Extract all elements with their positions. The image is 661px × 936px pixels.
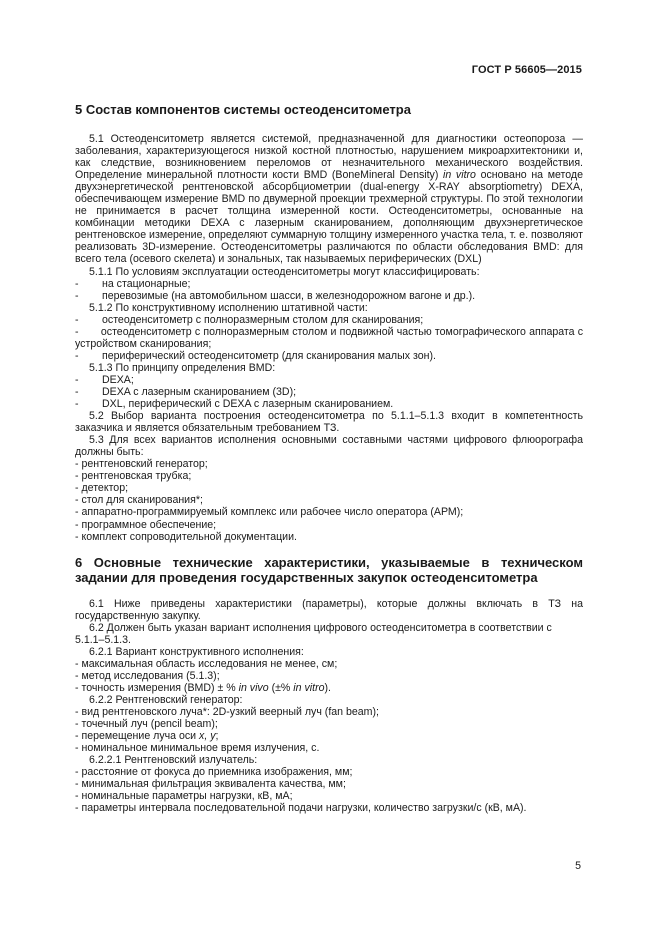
list-item: - вид рентгеновского луча*: 2D-узкий веерный луч (fan beam); [75, 706, 379, 719]
paragraph-5-2: 5.2 Выбор варианта построения остеоденситометра по 5.1.1–5.1.3 входит в компетентность заказчика и является обязательным требованием ТЗ. [75, 410, 583, 435]
list-item: - расстояние от фокуса до приемника изображения, мм; [75, 766, 353, 779]
list-item: - точность измерения (BMD) ± % in vivo (±% in vitro). [75, 681, 331, 694]
list-item: - DEXA; [75, 373, 134, 386]
list-item: - программное обеспечение; [75, 518, 217, 531]
list-item: - параметры интервала последовательной подачи нагрузки, количество загрузки/с (кВ, мА). [75, 802, 527, 815]
list-item: - перемещение луча оси x, y; [75, 730, 219, 743]
section-6-title: 6 Основные технические характеристики, указываемые в техническом задании для проведения государственных закупок остеоденситометра [75, 554, 583, 586]
paragraph-5-3: 5.3 Для всех вариантов исполнения основными составными частями цифрового флюорографа должны быть: [75, 434, 583, 459]
list-item: - точечный луч (pencil beam); [75, 718, 218, 731]
list-item: - остеоденситометр с полноразмерным столом и подвижной частью томографического аппарата с устройством сканирования; [75, 325, 584, 350]
list-item: - рентгеновская трубка; [75, 470, 192, 483]
paragraph-5-1-1: 5.1.1 По условиям эксплуатации остеоденситометры могут классифицировать: [89, 265, 480, 278]
list-item: - DEXA с лазерным сканированием (3D); [75, 385, 297, 398]
list-item: - номинальное минимальное время излучения, с. [75, 742, 320, 755]
list-item: - номинальные параметры нагрузки, кВ, мА; [75, 790, 293, 803]
document-body [75, 102, 583, 814]
list-item: - стол для сканирования*; [75, 494, 203, 507]
list-item: - аппаратно-программируемый комплекс или рабочее число оператора (АРМ); [75, 506, 464, 519]
list-item: - максимальная область исследования не менее, см; [75, 657, 338, 670]
list-item: - периферический остеоденситометр (для сканирования малых зон). [75, 349, 436, 362]
paragraph-6-2: 6.2 Должен быть указан вариант исполнения цифрового остеоденситометра в соответствии с 5.1.1–5.1.3. [75, 621, 552, 646]
list-item: - рентгеновский генератор; [75, 458, 208, 471]
list-item: - на стационарные; [75, 277, 191, 290]
standard-number: ГОСТ Р 56605—2015 [471, 64, 582, 76]
list-item: - детектор; [75, 482, 129, 495]
page-number: 5 [575, 860, 581, 872]
paragraph-6-2-1: 6.2.1 Вариант конструктивного исполнения: [89, 645, 304, 658]
paragraph-6-1: 6.1 Ниже приведены характеристики (параметры), которые должны включать в ТЗ на государственную закупку. [75, 597, 583, 622]
list-item: - DXL, периферический с DEXA с лазерным сканированием. [75, 398, 394, 411]
paragraph-6-2-2-1: 6.2.2.1 Рентгеновский излучатель: [89, 754, 258, 767]
paragraph-5-1: 5.1 Остеоденситометр является системой, предназначенной для диагностики остеопороза — заболевания, характеризующегося низкой костной плотностью, нарушением микроархитектоники и, как следствие, возникновением переломов от незначительного механического воздействия. Определение минеральной плотности кости BMD (BoneMineral Density) in vitro основано на методе двухэнергетической рентгеновской абсорбциометрии (dual-energy X-RAY absorptiometry) DEXA, обеспечивающем измерение BMD по двумерной проекции трехмерной структуры. По этой технологии не принимается в расчет толщина измеренной кости. Остеоденситометры, основанные на комбинации методики DEXA с лазерным сканированием, дополняющим двухэнергетическое рентгеновское измерение, определяют суммарную толщину измеренного участка тела, т. е. позволяют реализовать 3D-измерение. Остеоденситометры различаются по области обследования BMD: для всего тела (осевого скелета) и зональных, так называемых периферических (DXL) [75, 133, 583, 266]
list-item: - перевозимые (на автомобильном шасси, в железнодорожном вагоне и др.). [75, 289, 476, 302]
list-item: - метод исследования (5.1.3); [75, 669, 220, 682]
paragraph-5-1-2: 5.1.2 По конструктивному исполнению штативной части: [89, 301, 368, 314]
list-item: - комплект сопроводительной документации. [75, 530, 297, 543]
paragraph-6-2-2: 6.2.2 Рентгеновский генератор: [89, 693, 243, 706]
list-item: - остеоденситометр с полноразмерным столом для сканирования; [75, 313, 424, 326]
section-5-title: 5 Состав компонентов системы остеоденситометра [75, 102, 411, 117]
list-item: - минимальная фильтрация эквивалента качества, мм; [75, 778, 346, 791]
paragraph-5-1-3: 5.1.3 По принципу определения BMD: [89, 361, 276, 374]
